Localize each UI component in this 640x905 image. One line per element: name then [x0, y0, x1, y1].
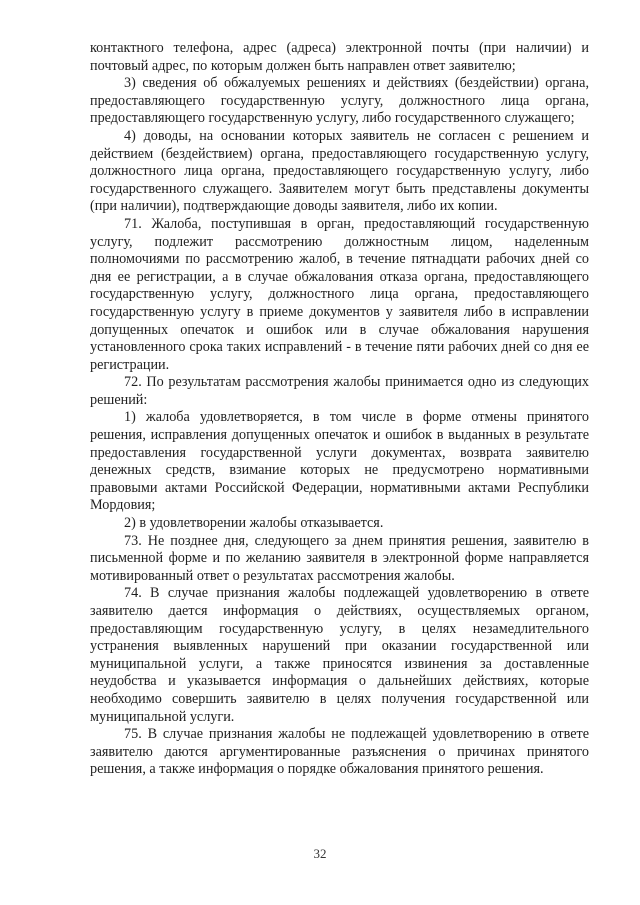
paragraph-72-item-2: 2) в удовлетворении жалобы отказывается.: [124, 515, 384, 532]
paragraph-72-item-1: 1) жалоба удовлетворяется, в том числе в форме отмены принятого решения, исправления допущенных опечаток и ошибок в выданных в результате предоставления государственной услуги документах, возврата заявителю денежных средств, взимание которых не предусмотрено нормативными правовыми актами Российской Федерации, нормативными актами Республики Мордовия;: [90, 409, 589, 514]
paragraph-73: 73. Не позднее дня, следующего за днем принятия решения, заявителю в письменной форме и по желанию заявителя в электронной форме направляется мотивированный ответ о результатах рассмотрения жалобы.: [90, 532, 589, 584]
document-body: [90, 40, 589, 779]
paragraph-item-3: 3) сведения об обжалуемых решениях и действиях (бездействии) органа, предоставляющего государственную услугу, должностного лица органа, предоставляющего государственную услугу, либо государственного служащего;: [90, 75, 589, 127]
paragraph-71: 71. Жалоба, поступившая в орган, предоставляющий государственную услугу, подлежит рассмотрению должностным лицом, наделенным полномочиями по рассмотрению жалоб, в течение пятнадцати рабочих дней со дня ее регистрации, а в случае обжалования отказа органа, предоставляющего государственную услугу, должностного лица органа, предоставляющего государственную услугу в приеме документов у заявителя либо в исправлении допущенных опечаток и ошибок или в случае обжалования нарушения установленного срока таких исправлений - в течение пяти рабочих дней со дня ее регистрации.: [90, 215, 589, 373]
paragraph-72: 72. По результатам рассмотрения жалобы принимается одно из следующих решений:: [90, 374, 589, 408]
paragraph-contact-continuation: контактного телефона, адрес (адреса) электронной почты (при наличии) и почтовый адрес, по которым должен быть направлен ответ заявителю;: [90, 40, 589, 74]
paragraph-74: 74. В случае признания жалобы подлежащей удовлетворению в ответе заявителю дается информация о действиях, осуществляемых органом, предоставляющим государственную услугу, в целях незамедлительного устранения выявленных нарушений при оказании государственной или муниципальной услуги, а также приносятся извинения за доставленные неудобства и указывается информация о дальнейших действиях, которые необходимо совершить заявителю в целях получения государственной или муниципальной услуги.: [90, 585, 589, 725]
page-number: 32: [313, 846, 327, 861]
paragraph-item-4: 4) доводы, на основании которых заявитель не согласен с решением и действием (бездействием) органа, предоставляющего государственную услугу, должностного лица органа, предоставляющего государственную услугу, либо государственного служащего. Заявителем могут быть представлены документы (при наличии), подтверждающие доводы заявителя, либо их копии.: [90, 127, 589, 215]
paragraph-75: 75. В случае признания жалобы не подлежащей удовлетворению в ответе заявителю даются аргументированные разъяснения о причинах принятого решения, а также информация о порядке обжалования принятого решения.: [90, 726, 589, 778]
